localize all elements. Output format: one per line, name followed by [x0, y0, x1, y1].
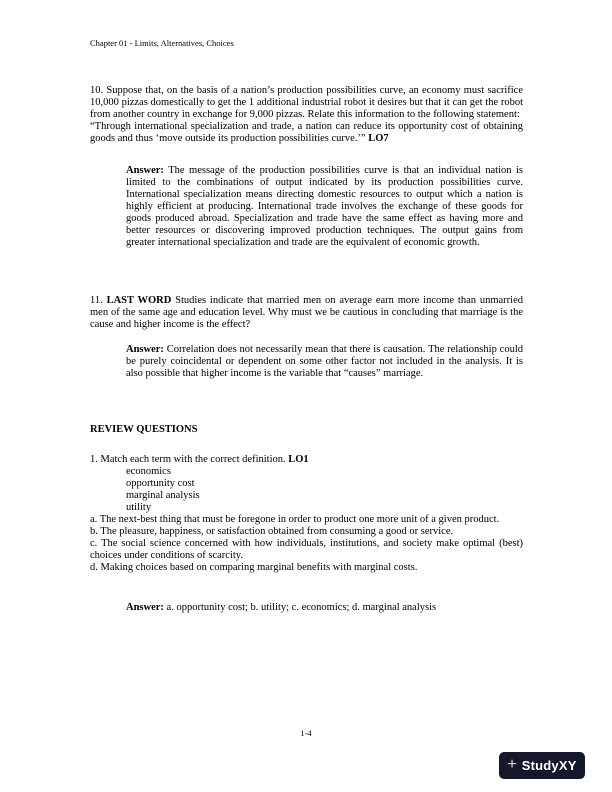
option-item-a: a. The next-best thing that must be foregone in order to product one more unit of a given product. [90, 514, 500, 525]
answer-review-1-label: Answer: [126, 602, 164, 613]
question-11 [90, 295, 523, 331]
question-10-lo-label: LO7 [368, 133, 389, 144]
term-item-opportunity-cost: opportunity cost [126, 478, 195, 489]
answer-10-text: The message of the production possibilities curve is that an individual nation is limited to the combinations of output indicated by its production possibilities curve. International specialization means directing domestic resources to output which a nation is highly efficient at producing. International trade involves the exchange of these goods for goods produced abroad. Specialization and trade have the same effect as having more and better resources or discovering improved production techniques. The output gains from greater international specialization and trade are the equivalent of economic growth. [126, 165, 523, 248]
term-list [90, 466, 523, 514]
review-questions-heading: REVIEW QUESTIONS [90, 424, 198, 435]
term-item-utility: utility [126, 502, 152, 513]
question-11-last-word-label: LAST WORD [106, 295, 172, 306]
plus-icon: + [507, 756, 517, 773]
answer-11-text: Correlation does not necessarily mean that there is causation. The relationship could be purely coincidental or dependent on some other factor not included in the analysis. It is also possible that higher income is the variable that “causes” marriage. [126, 344, 523, 379]
question-10 [90, 85, 523, 121]
brand-name-study: Study [521, 758, 559, 773]
option-item-d: d. Making choices based on comparing marginal benefits with marginal costs. [90, 562, 418, 573]
studyxy-brand-badge [499, 752, 585, 779]
option-item-b: b. The pleasure, happiness, or satisfaction obtained from consuming a good or service. [90, 526, 454, 537]
question-11-text: Studies indicate that married men on average earn more income than unmarried men of the same age and education level. Why must we be cautious in concluding that marriage is the cause and higher income is the effect? [90, 295, 523, 330]
answer-10 [126, 165, 523, 249]
option-list [90, 514, 523, 574]
answer-11 [126, 344, 523, 380]
question-10-quote [90, 121, 523, 145]
answer-11-label: Answer: [126, 344, 164, 355]
answer-10-label: Answer: [126, 165, 164, 176]
question-10-quote-text: “Through international specialization and trade, a nation can reduce its opportunity cost of obtaining goods and thus ‘move outside its production possibilities curve.’” [90, 121, 523, 144]
page-number: 1-4 [300, 728, 312, 738]
term-item-marginal-analysis: marginal analysis [126, 490, 200, 501]
review-question-1 [90, 454, 523, 466]
brand-name [522, 759, 577, 772]
question-11-number: 11. [90, 295, 107, 306]
term-item-economics: economics [126, 466, 171, 477]
answer-review-1-text: a. opportunity cost; b. utility; c. economics; d. marginal analysis [163, 602, 437, 613]
brand-name-xy: XY [558, 758, 577, 773]
option-item-c: c. The social science concerned with how individuals, institutions, and society make optimal (best) choices under conditions of scarcity. [90, 538, 523, 561]
chapter-header: Chapter 01 - Limits, Alternatives, Choices [90, 38, 234, 48]
answer-review-1 [126, 602, 523, 614]
review-question-1-lo-label: LO1 [288, 454, 309, 465]
review-question-1-text: 1. Match each term with the correct definition. [90, 454, 289, 465]
question-10-text: 10. Suppose that, on the basis of a nation’s production possibilities curve, an economy must sacrifice 10,000 pizzas domestically to get the 1 additional industrial robot it desires but that it can get the robot from another country in exchange for 9,000 pizzas. Relate this information to the following statement: [90, 85, 523, 120]
